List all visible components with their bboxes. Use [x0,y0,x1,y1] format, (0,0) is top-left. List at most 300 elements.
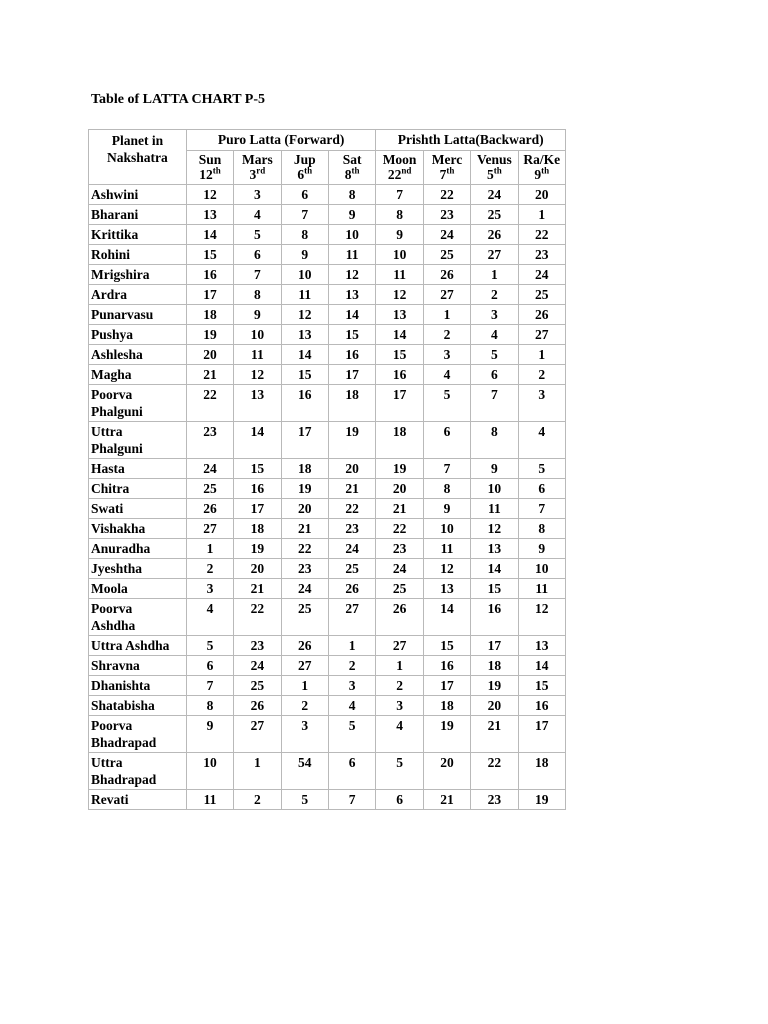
latta-value-cell: 4 [423,365,470,385]
latta-value-cell: 6 [281,185,328,205]
latta-value-cell: 8 [471,422,518,459]
puro-latta-header: Puro Latta (Forward) [186,130,376,151]
latta-value-cell: 18 [376,422,423,459]
latta-value-cell: 23 [281,559,328,579]
latta-value-cell: 14 [234,422,281,459]
latta-value-cell: 26 [423,265,470,285]
latta-value-cell: 16 [376,365,423,385]
table-row [89,716,566,753]
latta-value-cell: 20 [376,479,423,499]
latta-value-cell: 14 [518,656,565,676]
latta-value-cell: 9 [234,305,281,325]
latta-value-cell: 25 [328,559,375,579]
nakshatra-name [89,716,187,753]
latta-value-cell: 20 [328,459,375,479]
latta-value-cell: 21 [186,365,233,385]
nakshatra-name [89,345,187,365]
latta-value-cell: 24 [328,539,375,559]
planet-name: Sat [342,152,362,167]
latta-value-cell: 27 [328,599,375,636]
latta-value-cell: 8 [423,479,470,499]
nakshatra-name [89,325,187,345]
planet-in-nakshatra-header [89,130,187,185]
latta-value-cell: 26 [471,225,518,245]
latta-value-cell: 24 [234,656,281,676]
latta-value-cell: 20 [423,753,470,790]
planet-header-mars [234,151,281,185]
table-row [89,519,566,539]
latta-value-cell: 18 [281,459,328,479]
latta-value-cell: 12 [281,305,328,325]
nakshatra-name-line: Revati [91,792,129,807]
latta-value-cell: 14 [328,305,375,325]
nakshatra-name [89,479,187,499]
planet-name: Merc [431,152,463,167]
latta-value-cell: 3 [376,696,423,716]
latta-value-cell: 10 [328,225,375,245]
nakshatra-name [89,753,187,790]
nakshatra-name-line: Pushya [91,327,134,342]
latta-chart-table [88,129,566,810]
latta-value-cell: 11 [471,499,518,519]
latta-value-cell: 15 [328,325,375,345]
latta-value-cell: 4 [234,205,281,225]
latta-value-cell: 27 [234,716,281,753]
latta-value-cell: 19 [281,479,328,499]
table-row [89,753,566,790]
latta-value-cell: 5 [471,345,518,365]
latta-value-cell: 15 [376,345,423,365]
nakshatra-name [89,696,187,716]
latta-value-cell: 2 [471,285,518,305]
nakshatra-name-line: Shravna [91,658,140,673]
latta-value-cell: 25 [471,205,518,225]
latta-value-cell: 13 [471,539,518,559]
latta-value-cell: 17 [423,676,470,696]
nakshatra-name [89,365,187,385]
latta-value-cell: 18 [423,696,470,716]
latta-value-cell: 1 [471,265,518,285]
latta-value-cell: 6 [471,365,518,385]
latta-value-cell: 15 [234,459,281,479]
latta-value-cell: 19 [328,422,375,459]
latta-value-cell: 16 [518,696,565,716]
latta-value-cell: 16 [423,656,470,676]
nakshatra-name [89,519,187,539]
latta-value-cell: 7 [234,265,281,285]
nakshatra-name-line: Anuradha [91,541,151,556]
latta-value-cell: 9 [328,205,375,225]
latta-value-cell: 17 [518,716,565,753]
latta-value-cell: 19 [423,716,470,753]
nakshatra-name-line: Uttra [91,424,123,439]
nakshatra-name [89,185,187,205]
latta-value-cell: 20 [234,559,281,579]
latta-value-cell: 9 [281,245,328,265]
nakshatra-name-line: Poorva [91,387,133,402]
latta-value-cell: 4 [186,599,233,636]
latta-value-cell: 26 [186,499,233,519]
latta-value-cell: 10 [234,325,281,345]
latta-value-cell: 8 [376,205,423,225]
nakshatra-name-line: Shatabisha [91,698,155,713]
latta-value-cell: 11 [423,539,470,559]
nakshatra-name-line: Magha [91,367,132,382]
nakshatra-name [89,225,187,245]
table-row [89,499,566,519]
latta-value-cell: 11 [281,285,328,305]
table-row [89,636,566,656]
planet-house-ordinal: rd [256,165,266,176]
latta-value-cell: 27 [376,636,423,656]
latta-value-cell: 25 [281,599,328,636]
latta-value-cell: 15 [471,579,518,599]
table-row [89,185,566,205]
latta-value-cell: 2 [186,559,233,579]
latta-value-cell: 4 [328,696,375,716]
latta-value-cell: 27 [471,245,518,265]
latta-value-cell: 11 [186,790,233,810]
latta-value-cell: 27 [518,325,565,345]
nakshatra-name-line: Ardra [91,287,127,302]
table-row [89,265,566,285]
latta-value-cell: 17 [376,385,423,422]
group-header-row [89,130,566,151]
latta-value-cell: 3 [518,385,565,422]
table-row [89,305,566,325]
latta-value-cell: 6 [328,753,375,790]
latta-value-cell: 18 [186,305,233,325]
nakshatra-name-line: Ashlesha [91,347,143,362]
latta-value-cell: 5 [376,753,423,790]
planet-name: Ra/Ke [523,152,561,167]
latta-value-cell: 1 [376,656,423,676]
nakshatra-name [89,459,187,479]
latta-value-cell: 17 [328,365,375,385]
latta-value-cell: 24 [186,459,233,479]
latta-value-cell: 1 [328,636,375,656]
latta-value-cell: 10 [471,479,518,499]
planet-house-ordinal: th [541,165,550,176]
latta-value-cell: 19 [186,325,233,345]
latta-value-cell: 6 [518,479,565,499]
latta-value-cell: 13 [518,636,565,656]
latta-value-cell: 23 [328,519,375,539]
latta-value-cell: 20 [471,696,518,716]
latta-value-cell: 22 [281,539,328,559]
latta-value-cell: 14 [471,559,518,579]
latta-value-cell: 22 [234,599,281,636]
latta-value-cell: 18 [518,753,565,790]
latta-value-cell: 14 [423,599,470,636]
latta-value-cell: 27 [423,285,470,305]
latta-value-cell: 18 [234,519,281,539]
latta-value-cell: 21 [376,499,423,519]
latta-value-cell: 5 [281,790,328,810]
latta-value-cell: 3 [471,305,518,325]
corner-header-line-1: Planet in [111,133,164,148]
latta-value-cell: 18 [471,656,518,676]
nakshatra-name [89,305,187,325]
latta-value-cell: 23 [234,636,281,656]
latta-value-cell: 25 [186,479,233,499]
latta-value-cell: 12 [234,365,281,385]
latta-value-cell: 24 [518,265,565,285]
planet-header-jup [281,151,328,185]
latta-value-cell: 1 [186,539,233,559]
planet-house-number: 22 [387,167,402,182]
table-row [89,656,566,676]
nakshatra-name-line: Bharani [91,207,139,222]
planet-name: Jup [293,152,316,167]
latta-value-cell: 21 [281,519,328,539]
planet-house-number: 6 [297,167,305,182]
latta-value-cell: 8 [281,225,328,245]
table-row [89,790,566,810]
latta-value-cell: 18 [328,385,375,422]
planet-header-venus [471,151,518,185]
latta-value-cell: 8 [234,285,281,305]
nakshatra-name-line: Punarvasu [91,307,154,322]
latta-value-cell: 15 [186,245,233,265]
table-row [89,325,566,345]
table-row [89,459,566,479]
latta-value-cell: 16 [281,385,328,422]
latta-value-cell: 9 [423,499,470,519]
nakshatra-name [89,265,187,285]
latta-value-cell: 14 [281,345,328,365]
latta-value-cell: 23 [423,205,470,225]
latta-value-cell: 19 [471,676,518,696]
latta-value-cell: 25 [376,579,423,599]
latta-value-cell: 7 [471,385,518,422]
planet-house-ordinal: th [446,165,455,176]
latta-value-cell: 3 [234,185,281,205]
latta-value-cell: 13 [423,579,470,599]
nakshatra-name-line: Swati [91,501,124,516]
latta-value-cell: 11 [328,245,375,265]
latta-value-cell: 17 [186,285,233,305]
latta-value-cell: 27 [186,519,233,539]
latta-value-cell: 9 [186,716,233,753]
latta-value-cell: 5 [518,459,565,479]
table-row [89,205,566,225]
latta-value-cell: 22 [376,519,423,539]
latta-value-cell: 12 [376,285,423,305]
nakshatra-name-line: Poorva [91,601,133,616]
latta-value-cell: 17 [281,422,328,459]
latta-value-cell: 7 [281,205,328,225]
table-row [89,285,566,305]
latta-value-cell: 4 [518,422,565,459]
latta-value-cell: 15 [518,676,565,696]
latta-value-cell: 23 [471,790,518,810]
latta-value-cell: 23 [518,245,565,265]
nakshatra-name-line: Moola [91,581,128,596]
nakshatra-name [89,285,187,305]
latta-value-cell: 26 [281,636,328,656]
nakshatra-name [89,499,187,519]
latta-value-cell: 6 [423,422,470,459]
latta-value-cell: 26 [376,599,423,636]
latta-value-cell: 22 [328,499,375,519]
nakshatra-name-line: Krittika [91,227,139,242]
nakshatra-name-line: Hasta [91,461,125,476]
latta-value-cell: 21 [423,790,470,810]
latta-value-cell: 12 [423,559,470,579]
latta-value-cell: 26 [234,696,281,716]
planet-house-ordinal: th [212,165,221,176]
latta-value-cell: 7 [328,790,375,810]
planet-name: Mars [242,152,273,167]
latta-value-cell: 13 [328,285,375,305]
latta-value-cell: 6 [376,790,423,810]
latta-value-cell: 3 [328,676,375,696]
latta-value-cell: 2 [328,656,375,676]
planet-house-number: 3 [249,167,257,182]
latta-value-cell: 24 [471,185,518,205]
latta-value-cell: 21 [471,716,518,753]
table-row [89,422,566,459]
nakshatra-name [89,245,187,265]
table-row [89,539,566,559]
nakshatra-name-line: Poorva [91,718,133,733]
nakshatra-name [89,559,187,579]
latta-value-cell: 2 [281,696,328,716]
latta-value-cell: 7 [423,459,470,479]
latta-value-cell: 1 [518,345,565,365]
latta-value-cell: 2 [234,790,281,810]
latta-value-cell: 25 [234,676,281,696]
planet-house-ordinal: nd [401,165,412,176]
nakshatra-name-line: Phalguni [91,404,143,419]
latta-value-cell: 19 [376,459,423,479]
latta-value-cell: 6 [186,656,233,676]
latta-value-cell: 13 [281,325,328,345]
latta-value-cell: 16 [186,265,233,285]
planet-house-number: 12 [199,167,213,182]
latta-value-cell: 5 [328,716,375,753]
latta-value-cell: 13 [376,305,423,325]
nakshatra-name [89,205,187,225]
latta-value-cell: 23 [376,539,423,559]
latta-value-cell: 10 [281,265,328,285]
table-row [89,225,566,245]
latta-value-cell: 10 [423,519,470,539]
nakshatra-name-line: Phalguni [91,441,143,456]
corner-header-line-2: Nakshatra [107,150,168,165]
planet-house-ordinal: th [493,165,502,176]
latta-value-cell: 17 [471,636,518,656]
latta-value-cell: 1 [234,753,281,790]
planet-house-ordinal: th [304,165,313,176]
latta-value-cell: 4 [471,325,518,345]
latta-value-cell: 27 [281,656,328,676]
latta-value-cell: 9 [471,459,518,479]
nakshatra-name-line: Bhadrapad [91,772,157,787]
table-body [89,185,566,810]
planet-name: Sun [198,152,222,167]
latta-value-cell: 1 [423,305,470,325]
latta-value-cell: 11 [234,345,281,365]
table-row [89,579,566,599]
planet-header-sat [328,151,375,185]
prishth-latta-header: Prishth Latta(Backward) [376,130,566,151]
latta-value-cell: 2 [376,676,423,696]
latta-value-cell: 20 [518,185,565,205]
latta-value-cell: 12 [328,265,375,285]
latta-value-cell: 9 [518,539,565,559]
planet-header-moon [376,151,423,185]
latta-value-cell: 6 [234,245,281,265]
planet-house-ordinal: th [351,165,360,176]
latta-value-cell: 16 [234,479,281,499]
latta-value-cell: 26 [328,579,375,599]
nakshatra-name [89,636,187,656]
latta-value-cell: 25 [423,245,470,265]
nakshatra-name [89,676,187,696]
planet-header-merc [423,151,470,185]
latta-value-cell: 21 [234,579,281,599]
latta-value-cell: 8 [186,696,233,716]
planet-house-number: 5 [486,167,494,182]
nakshatra-name-line: Chitra [91,481,130,496]
nakshatra-name-line: Uttra Ashdha [91,638,170,653]
table-row [89,696,566,716]
latta-value-cell: 24 [423,225,470,245]
latta-value-cell: 14 [376,325,423,345]
latta-value-cell: 13 [186,205,233,225]
latta-value-cell: 7 [518,499,565,519]
table-row [89,245,566,265]
nakshatra-name-line: Rohini [91,247,131,262]
latta-value-cell: 15 [423,636,470,656]
planet-house-number: 8 [344,167,352,182]
latta-value-cell: 9 [376,225,423,245]
nakshatra-name [89,790,187,810]
latta-value-cell: 14 [186,225,233,245]
latta-value-cell: 2 [423,325,470,345]
latta-value-cell: 12 [471,519,518,539]
latta-value-cell: 4 [376,716,423,753]
nakshatra-name-line: Ashwini [91,187,139,202]
nakshatra-name-line: Mrigshira [91,267,150,282]
nakshatra-name [89,385,187,422]
nakshatra-name-line: Vishakha [91,521,146,536]
latta-value-cell: 3 [281,716,328,753]
latta-value-cell: 7 [376,185,423,205]
nakshatra-name-line: Bhadrapad [91,735,157,750]
latta-value-cell: 25 [518,285,565,305]
nakshatra-name [89,539,187,559]
nakshatra-name-line: Dhanishta [91,678,151,693]
latta-value-cell: 54 [281,753,328,790]
latta-value-cell: 22 [186,385,233,422]
table-row [89,599,566,636]
nakshatra-name [89,579,187,599]
latta-value-cell: 11 [518,579,565,599]
nakshatra-name-line: Uttra [91,755,123,770]
latta-value-cell: 22 [423,185,470,205]
latta-value-cell: 1 [518,205,565,225]
latta-value-cell: 21 [328,479,375,499]
latta-value-cell: 20 [186,345,233,365]
document-title: Table of LATTA CHART P-5 [91,92,266,107]
latta-value-cell: 10 [518,559,565,579]
nakshatra-name [89,656,187,676]
latta-value-cell: 24 [376,559,423,579]
planet-header-ra-ke [518,151,565,185]
